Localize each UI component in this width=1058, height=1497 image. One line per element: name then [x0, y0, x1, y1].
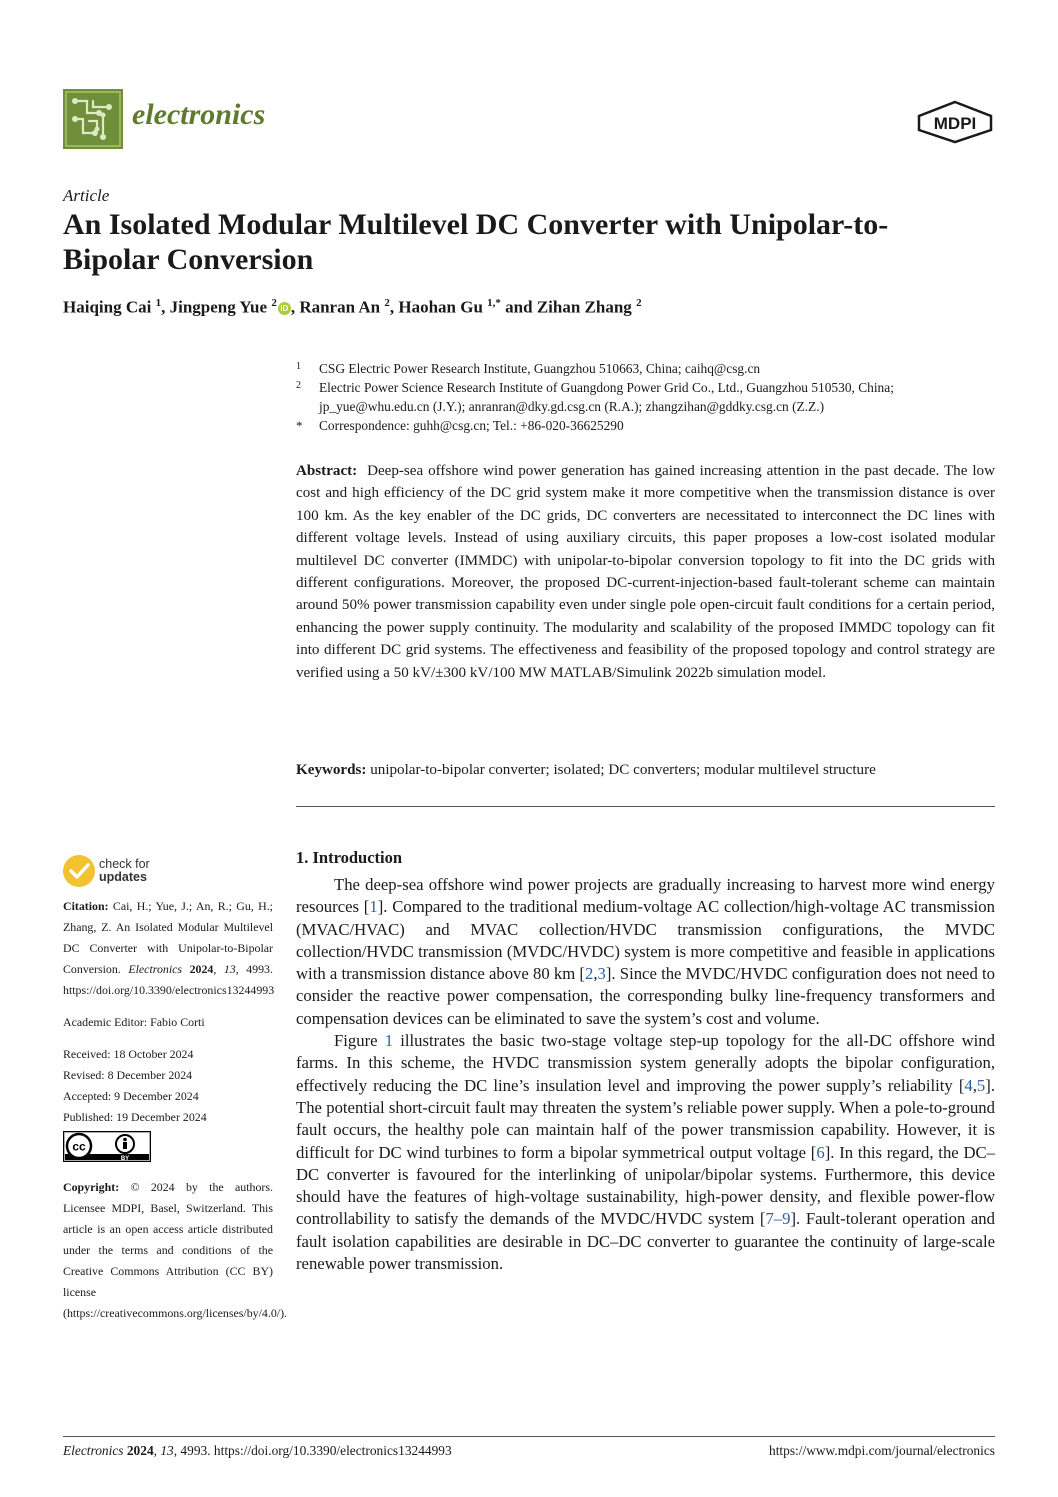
affiliation-mark: * [296, 418, 303, 433]
author-affiliation-mark: 2 [636, 297, 642, 309]
citation-journal: Electronics [128, 962, 183, 976]
academic-editor: Academic Editor: Fabio Corti [63, 1015, 205, 1029]
check-icon [63, 855, 95, 887]
affiliation-line: jp_yue@whu.edu.cn (J.Y.); anranran@dky.gd.csg.cn (R.A.); zhangzihan@gddky.csg.cn (Z.Z.) [319, 399, 825, 414]
author-separator: , [290, 297, 300, 317]
paragraph-text: ]. Compared to the traditional medium-voltage AC collection/high-voltage AC transmission (MVAC/HVAC) and MVAC collection/HVDC transmission configurations, the MVDC collection/HVDC transmission (MVDC/HVDC) system is more competitive and feasible in applications with a transmission distance above 80 km [ [296, 897, 995, 984]
citation-label: Citation: [63, 899, 109, 913]
keywords [296, 759, 995, 781]
author-affiliation-mark: 1,* [487, 297, 501, 309]
affiliation-line: CSG Electric Power Research Institute, Guangzhou 510663, China; caihq@csg.cn [319, 361, 761, 376]
date-received: Received: 18 October 2024 [63, 1047, 194, 1061]
reference-link[interactable]: 7–9 [765, 1209, 791, 1229]
cc-label: cc [72, 1139, 86, 1154]
footer-journal-url[interactable]: https://www.mdpi.com/journal/electronics [769, 1443, 995, 1458]
author-separator: , [161, 297, 170, 317]
footer-volume: 13 [160, 1443, 174, 1458]
reference-link[interactable]: 1 [369, 897, 378, 917]
keywords-text: unipolar-to-bipolar converter; isolated; DC converters; modular multilevel structure [370, 762, 876, 778]
affiliations [296, 359, 996, 435]
date-revised: Revised: 8 December 2024 [63, 1068, 193, 1082]
author-name: Haohan Gu [398, 297, 483, 317]
check-updates-line2: updates [99, 870, 147, 884]
author-affiliation-mark: 1 [155, 297, 162, 309]
author-separator: and [500, 297, 537, 317]
date-accepted: Accepted: 9 December 2024 [63, 1089, 199, 1103]
affiliation-line: Correspondence: guhh@csg.cn; Tel.: +86-020-36625290 [319, 418, 624, 433]
copyright-text: © 2024 by the authors. Licensee MDPI, Basel, Switzerland. This article is an open access article distributed under the terms and conditions of the Creative Commons Attribution (CC BY) license (https://creativecommons.org/licenses/by/4.0/). [63, 1180, 288, 1320]
paragraph-text: ]. Since the MVDC/HVDC configuration does not need to consider the reactive power compensation, the corresponding bulky line-frequency transformers and compensation devices can be eliminated to save the system’s cost and volume. [296, 964, 995, 1028]
cc-by-license-icon[interactable] [63, 1131, 151, 1162]
check-for-updates-button[interactable] [63, 855, 243, 891]
reference-link[interactable]: 1 [384, 1031, 394, 1051]
paragraph-text: Figure [334, 1031, 385, 1051]
author-affiliation-mark: 2 [271, 297, 277, 309]
reference-link[interactable]: 2 [585, 964, 594, 984]
citation-text: Cai, H.; Yue, J.; An, R.; Gu, H.; Zhang, Z. An Isolated Modular Multilevel DC Converter with Unipolar-to-Bipolar Conversion. [63, 899, 273, 976]
reference-link[interactable]: 6 [816, 1142, 825, 1162]
paragraph-text: ]. The potential short-circuit fault may threaten the system’s reliable power supply. When a pole-to-ground fault occurs, the healthy pole can maintain half of the power transmission capability. However, it is difficult for DC wind turbines to form a bipolar symmetrical output voltage [ [296, 1075, 995, 1162]
journal-name: electronics [132, 98, 266, 131]
by-label: BY [120, 1156, 130, 1162]
introduction-paragraph [296, 874, 995, 1030]
citation-doi[interactable]: , 4993. https://doi.org/10.3390/electronics13244993 [63, 962, 275, 997]
affiliation-item [296, 378, 996, 416]
affiliation-line: Electric Power Science Research Institute of Guangdong Power Grid Co., Ltd., Guangzhou 510530, China; [319, 380, 894, 395]
paragraph-text: illustrates the basic two-stage voltage step-up topology for the all-DC offshore wind farms. In this scheme, the HVDC transmission system generally adopts the bipolar configuration, effectively reducing the DC line’s insulation level and improving the power supply’s reliability [ [296, 1031, 995, 1095]
introduction-body [296, 874, 995, 1275]
paragraph-text: ]. Fault-tolerant operation and fault isolation capabilities are desirable in DC–DC converter to guarantee the continuity of large-scale renewable power transmission. [296, 1209, 995, 1274]
author-name: Ranran An [299, 297, 381, 317]
orcid-icon[interactable]: iD [278, 302, 291, 315]
affiliation-item [296, 359, 996, 378]
abstract-text: Deep-sea offshore wind power generation has gained increasing attention in the past decade. The low cost and high efficiency of the DC grid system make it more competitive when the transmission distance is over 100 km. As the key enabler of the DC grids, DC converters are necessitated to interconnect the DC lines with different voltage levels. Instead of using auxiliary circuits, this paper proposes a low-cost isolated modular multilevel DC converter (IMMDC) with unipolar-to-bipolar conversion topology to fit into the DC grids with different configurations. Moreover, the proposed DC-current-injection-based fault-tolerant scheme can maintain around 50% power transmission capability even under single pole open-circuit fault conditions for a certain period, enhancing the power supply continuity. The modularity and scalability of the proposed IMMDC topology can fit into different DC grid systems. The effectiveness and feasibility of the proposed topology and control strategy are verified using a 50 kV/±300 kV/100 MW MATLAB/Simulink 2022b simulation model. [296, 463, 995, 681]
section-divider [296, 806, 995, 807]
author-separator: , [389, 297, 399, 317]
mdpi-logo [915, 100, 995, 144]
author-name: Haiqing Cai [63, 297, 152, 317]
copyright-label: Copyright: [63, 1180, 120, 1194]
paragraph-text: ]. In this regard, the DC–DC converter is favoured for the interlinking of unipolar/bipolar systems. Furthermore, this device should have the features of high-voltage sustainability, high-power density, and flexible power-flow controllability to satisfy the demands of the MVDC/HVDC system [ [296, 1142, 995, 1229]
paragraph-text: The deep-sea offshore wind power projects are gradually increasing to harvest more wind energy resources [ [296, 875, 995, 917]
affiliation-mark: 1 [296, 361, 301, 372]
footer-citation: Electronics 2024, 13, 4993. https://doi.org/10.3390/electronics13244993 [63, 1443, 452, 1458]
introduction-paragraph [296, 1030, 995, 1275]
author-list [63, 297, 642, 318]
keywords-label: Keywords: [296, 762, 367, 778]
author-name: Jingpeng Yue [169, 297, 268, 317]
citation-year: 2024 [189, 962, 214, 976]
paper-title: An Isolated Modular Multilevel DC Converter with Unipolar-to-Bipolar Conversion [63, 208, 889, 276]
footer-doi-link[interactable]: , 4993. https://doi.org/10.3390/electronics13244993 [173, 1443, 452, 1458]
affiliation-mark: 2 [296, 380, 301, 391]
abstract-label: Abstract: [296, 463, 358, 479]
citation-volume: 13 [223, 962, 236, 976]
date-published: Published: 19 December 2024 [63, 1110, 207, 1124]
footer-divider [63, 1436, 995, 1437]
citation: Citation: Cai, H.; Yue, J.; An, R.; Gu, H.; Zhang, Z. An Isolated Modular Multilevel DC Converter with Unipolar-to-Bipolar Conversion. Electronics 2024, 13, 4993. https://doi.org/10.3390/electronics13244993 [63, 899, 275, 997]
article-type: Article [63, 186, 110, 205]
sidebar [63, 896, 288, 1324]
author-affiliation-mark: 2 [384, 297, 390, 309]
copyright [63, 1177, 288, 1324]
reference-link[interactable]: 4 [964, 1075, 973, 1095]
introduction-section [296, 847, 995, 1275]
check-updates-line1: check for [99, 857, 150, 871]
journal-logo [63, 89, 123, 149]
author-name: Zihan Zhang [536, 297, 632, 317]
footer-year: 2024 [126, 1443, 154, 1458]
abstract [296, 460, 995, 684]
paragraph-text: , [972, 1075, 977, 1095]
reference-link[interactable]: 3 [597, 964, 606, 984]
footer-journal: Electronics [63, 1443, 124, 1458]
paragraph-text: , [593, 964, 598, 984]
publisher-name: MDPI [933, 114, 977, 133]
affiliation-item [296, 416, 996, 435]
introduction-heading: 1. Introduction [296, 848, 403, 867]
reference-link[interactable]: 5 [976, 1075, 986, 1095]
